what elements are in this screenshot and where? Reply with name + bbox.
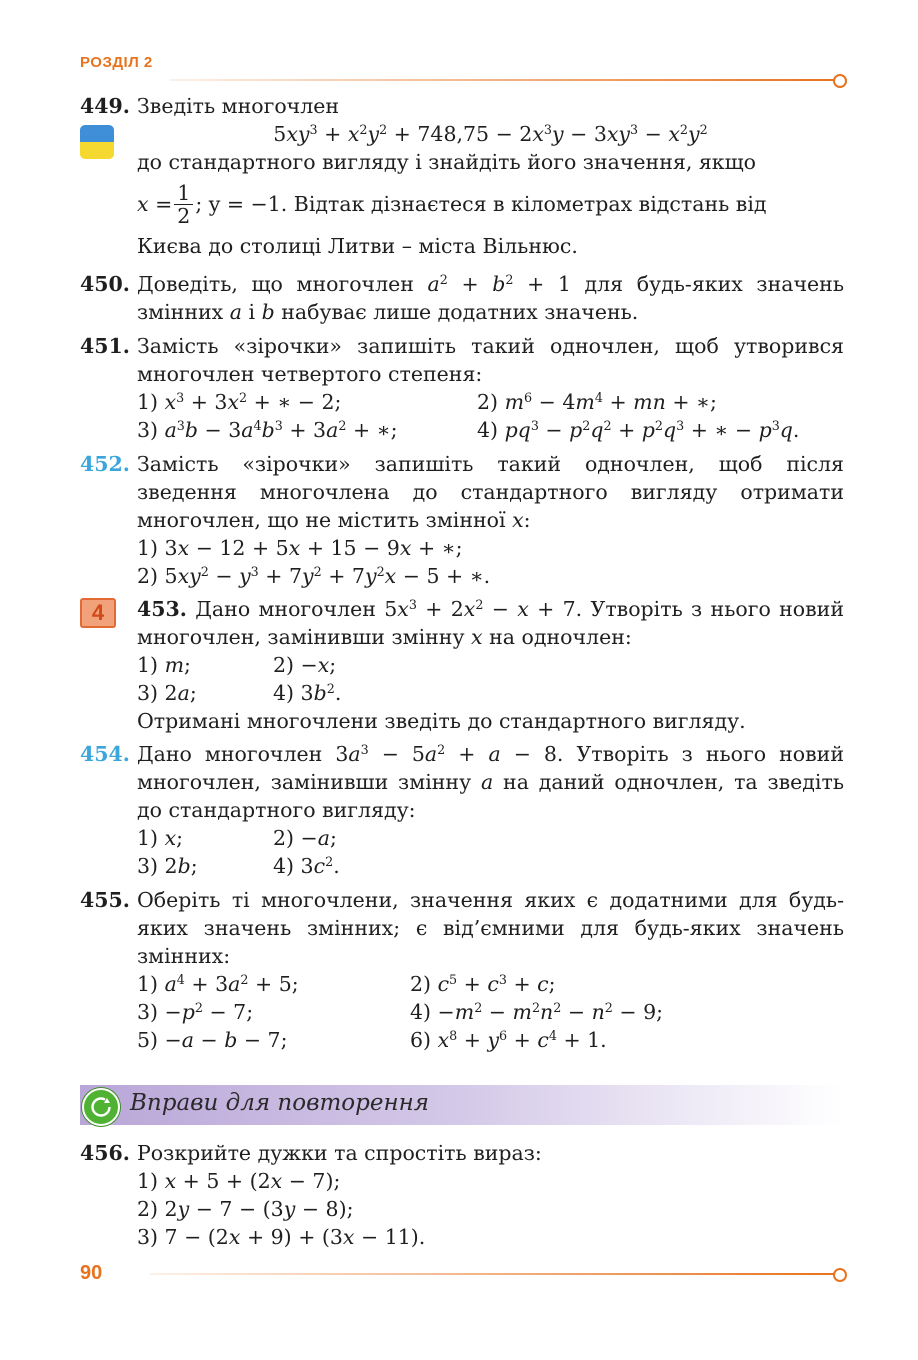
answer-option: 2) −x; (273, 653, 337, 677)
difficulty-level-badge: 4 (80, 598, 116, 628)
exercise-formula: $5xy^3 + x^2y^2 + 748,75 - 2x^3y - 3xy^3 - x^2y^2$ (273, 122, 708, 146)
header-rule-end-icon (833, 74, 847, 88)
answer-option: 2) −a; (273, 826, 337, 850)
repeat-arrows-icon (82, 1088, 120, 1126)
answer-option: 4) $3c^2$. (273, 854, 340, 878)
answer-option: 2) $c^5 + c^3 + c$; (410, 972, 556, 996)
exercise-text: Замість «зірочки» запишіть такий одночлен, щоб утворився многочлен четвертого степеня: (137, 334, 844, 386)
answer-option: 1) x + 5 + (2x − 7); (137, 1169, 341, 1193)
answer-option: 3) 7 − (2x + 9) + (3x − 11). (137, 1225, 426, 1249)
exercise-text: Доведіть, що многочлен $a^2 + b^2 + 1$ для будь-яких значень змінних a і b набуває лише додатних значень. (137, 272, 844, 324)
answer-option: 4) $3b^2$. (273, 681, 342, 705)
exercise-452 (80, 450, 844, 590)
header-rule (170, 79, 834, 81)
answer-option: 3) 2b; (137, 854, 198, 878)
fraction: $\frac{1}{2}$ (174, 182, 193, 227)
exercise-text: ; y = −1. Відтак дізнаєтеся в кілометрах відстань від (195, 192, 767, 216)
answer-option: 2) 2y − 7 − (3y − 8); (137, 1197, 354, 1221)
exercise-number: 455. (80, 888, 130, 912)
exercise-449 (80, 92, 844, 260)
exercise-text: Зведіть многочлен (137, 94, 340, 118)
answer-option: 4) $pq^3 - p^2q^2 + p^2q^3$ + ∗ − $p^3q$. (477, 418, 800, 442)
section-header: РОЗДІЛ 2 (80, 54, 153, 71)
variable-x: x = (137, 192, 173, 216)
answer-option: 1) 3x − 12 + 5x + 15 − 9x + ∗; (137, 536, 463, 560)
exercise-text: Отримані многочлени зведіть до стандартного вигляду. (137, 709, 746, 733)
answer-option: $3) -p^2 - 7$; (137, 1000, 254, 1024)
exercise-number: 449. (80, 94, 130, 118)
answer-option: 1) m; (137, 653, 191, 677)
exercise-450 (80, 270, 844, 326)
footer-rule-end-icon (833, 1268, 847, 1282)
exercise-number: 450. (80, 272, 130, 296)
page-number: 90 (80, 1262, 103, 1284)
exercise-number: 453. (137, 597, 187, 621)
exercise-text: 453. Дано многочлен $5x^3 + 2x^2 - x + 7$. Утворіть з нього новий многочлен, замінивши змінну x на одночлен: (137, 597, 844, 649)
answer-option: 1) $x^3 + 3x^2$ + ∗ − 2; (137, 390, 342, 414)
answer-option: 1) $a^4 + 3a^2 + 5$; (137, 972, 299, 996)
exercise-number: 454. (80, 742, 130, 766)
exercise-text: Розкрийте дужки та спростіть вираз: (137, 1141, 542, 1165)
answer-option: 2) $m^6 - 4m^4$ + mn + ∗; (477, 390, 717, 414)
answer-option: 6) $x^8 + y^6 + c^4 + 1$. (410, 1028, 607, 1052)
exercise-number: 451. (80, 334, 130, 358)
exercise-text: Києва до столиці Литви – міста Вільнюс. (137, 234, 578, 258)
exercise-454 (80, 740, 844, 880)
exercise-text: Дано многочлен $3a^3 - 5a^2 + a - 8$. Утворіть з нього новий многочлен, замінивши змінну a на даний одночлен, та зведіть до стандартного вигляду: (137, 742, 844, 822)
exercise-453 (80, 595, 844, 735)
answer-option: $4) -m^2 - m^2n^2 - n^2 - 9$; (410, 1000, 664, 1024)
exercise-text: до стандартного вигляду і знайдіть його значення, якщо (137, 150, 756, 174)
answer-option: 3) $a^3b - 3a^4b^3 + 3a^2$ + ∗; (137, 418, 398, 442)
review-section-banner (80, 1085, 844, 1125)
exercise-number: 456. (80, 1141, 130, 1165)
answer-option: 1) x; (137, 826, 184, 850)
exercise-number: 452. (80, 452, 130, 476)
exercise-text: Оберіть ті многочлени, значення яких є додатними для будь-яких значень змінних; є від’ємними для будь-яких значень змінних: (137, 888, 844, 968)
exercise-text: Замість «зірочки» запишіть такий одночлен, щоб після зведення многочлена до стандартного вигляду отримати многочлен, що не містить змінної x: (137, 452, 844, 532)
exercise-451 (80, 332, 844, 444)
answer-option: 5) −a − b − 7; (137, 1028, 288, 1052)
answer-option: 2) $5xy^2 - y^3 + 7y^2 + 7y^2x - 5$ + ∗. (137, 564, 491, 588)
exercise-455 (80, 886, 844, 1054)
exercise-456 (80, 1139, 844, 1251)
banner-title: Вправи для повторення (130, 1090, 429, 1116)
answer-option: 3) 2a; (137, 681, 197, 705)
footer-rule (150, 1273, 834, 1275)
